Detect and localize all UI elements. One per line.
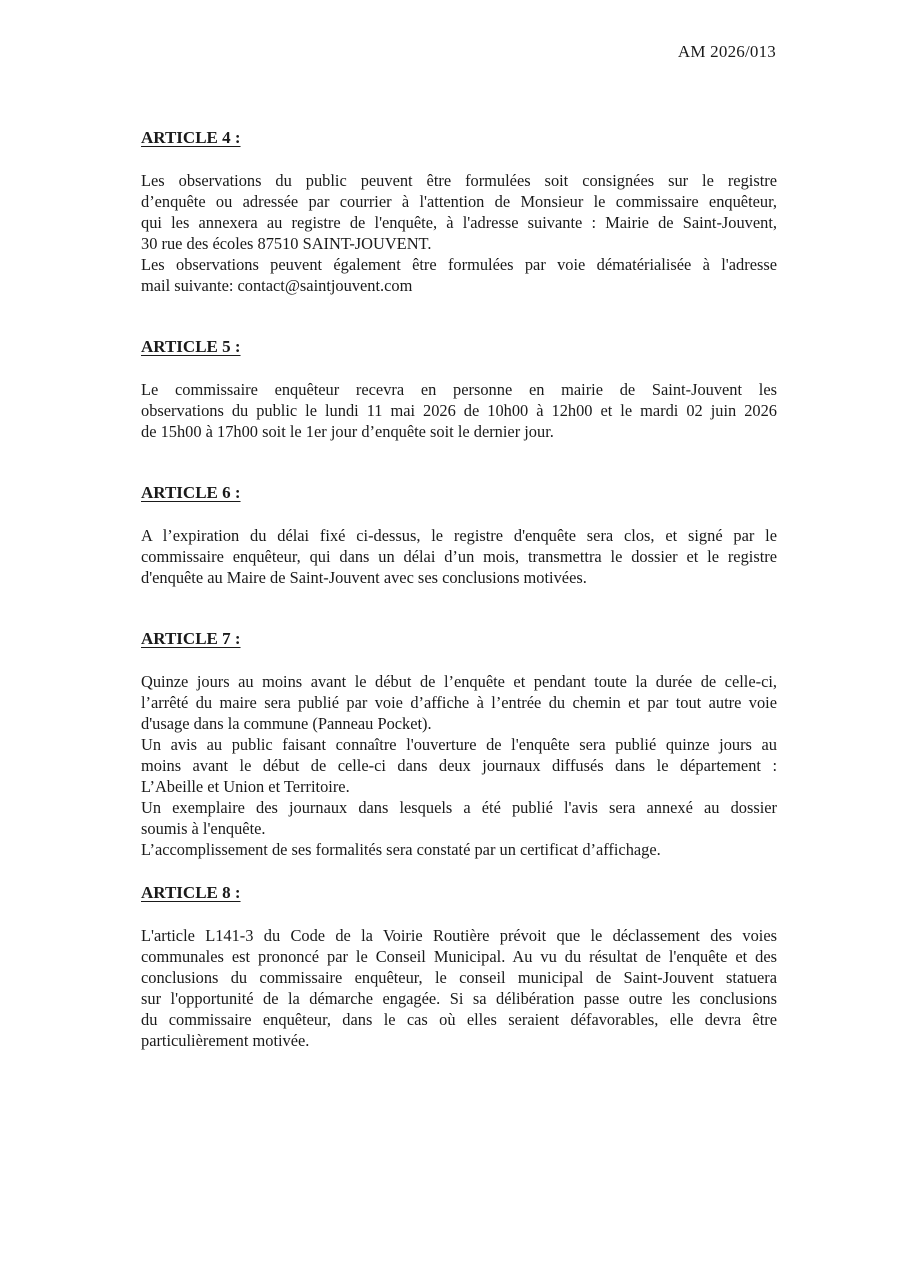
text-line: 30 rue des écoles 87510 SAINT-JOUVENT.	[141, 234, 432, 253]
article-paragraph	[141, 170, 777, 254]
text-line: d'usage dans la commune (Panneau Pocket).	[141, 714, 432, 733]
article-7	[141, 628, 777, 860]
text-line: de 15h00 à 17h00 soit le 1er jour d’enquête soit le dernier jour.	[141, 422, 554, 441]
article-4	[141, 127, 777, 296]
article-paragraph	[141, 797, 777, 839]
document-body	[141, 127, 777, 1083]
text-line: Un avis au public faisant connaître l'ouverture de l'enquête sera publié quinze jours au	[141, 735, 777, 754]
article-heading: ARTICLE 7 :	[141, 629, 241, 648]
text-line: L’Abeille et Union et Territoire.	[141, 777, 350, 796]
document-reference: AM 2026/013	[677, 42, 776, 61]
article-6	[141, 482, 777, 588]
article-heading: ARTICLE 5 :	[141, 337, 241, 356]
text-line: L’accomplissement de ses formalités sera constaté par un certificat d’affichage.	[141, 840, 661, 859]
article-heading: ARTICLE 8 :	[141, 883, 241, 902]
text-line: communales est prononcé par le Conseil Municipal. Au vu du résultat de l'enquête et des	[141, 947, 777, 966]
article-paragraph	[141, 839, 777, 860]
article-paragraph	[141, 671, 777, 734]
text-line: particulièrement motivée.	[141, 1031, 310, 1050]
text-line: d'enquête au Maire de Saint-Jouvent avec ses conclusions motivées.	[141, 568, 587, 587]
text-line: moins avant le début de celle-ci dans deux journaux diffusés dans le département :	[141, 756, 777, 775]
article-5	[141, 336, 777, 442]
text-line: soumis à l'enquête.	[141, 819, 266, 838]
text-line: mail suivante: contact@saintjouvent.com	[141, 276, 413, 295]
text-line: d’enquête ou adressée par courrier à l'attention de Monsieur le commissaire enquêteur,	[141, 192, 777, 211]
text-line: Le commissaire enquêteur recevra en personne en mairie de Saint-Jouvent les	[141, 380, 777, 399]
text-line: commissaire enquêteur, qui dans un délai d’un mois, transmettra le dossier et le registre	[141, 547, 777, 566]
article-paragraph	[141, 925, 777, 1051]
article-paragraph	[141, 525, 777, 588]
text-line: conclusions du commissaire enquêteur, le conseil municipal de Saint-Jouvent statuera	[141, 968, 777, 987]
text-line: qui les annexera au registre de l'enquête, à l'adresse suivante : Mairie de Saint-Jouvent,	[141, 213, 777, 232]
text-line: Les observations peuvent également être formulées par voie dématérialisée à l'adresse	[141, 255, 777, 274]
text-line: observations du public le lundi 11 mai 2026 de 10h00 à 12h00 et le mardi 02 juin 2026	[141, 401, 777, 420]
text-line: du commissaire enquêteur, dans le cas où elles seraient défavorables, elle devra être	[141, 1010, 777, 1029]
text-line: l’arrêté du maire sera publié par voie d’affiche à l’entrée du chemin et par tout autre voie	[141, 693, 777, 712]
text-line: Un exemplaire des journaux dans lesquels a été publié l'avis sera annexé au dossier	[141, 798, 777, 817]
text-line: L'article L141-3 du Code de la Voirie Routière prévoit que le déclassement des voies	[141, 926, 777, 945]
text-line: A l’expiration du délai fixé ci-dessus, le registre d'enquête sera clos, et signé par le	[141, 526, 777, 545]
article-heading: ARTICLE 6 :	[141, 483, 241, 502]
article-8	[141, 882, 777, 1051]
text-line: sur l'opportunité de la démarche engagée. Si sa délibération passe outre les conclusions	[141, 989, 777, 1008]
text-line: Quinze jours au moins avant le début de l’enquête et pendant toute la durée de celle-ci,	[141, 672, 777, 691]
text-line: Les observations du public peuvent être formulées soit consignées sur le registre	[141, 171, 777, 190]
article-paragraph	[141, 379, 777, 442]
article-paragraph	[141, 254, 777, 296]
article-paragraph	[141, 734, 777, 797]
article-heading: ARTICLE 4 :	[141, 128, 241, 147]
